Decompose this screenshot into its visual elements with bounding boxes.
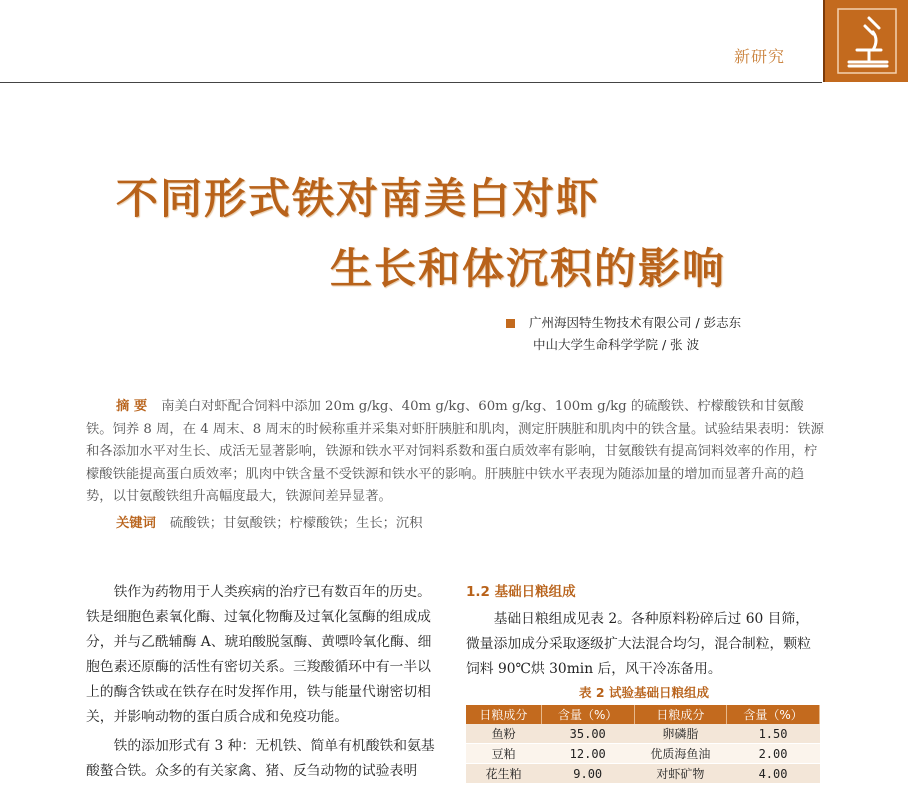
body-right-column	[466, 580, 822, 682]
section-logo	[823, 0, 908, 82]
table-cell: 卵磷脂	[634, 724, 726, 744]
column-header: 含量（%）	[541, 705, 634, 724]
section-label: 新研究	[734, 47, 786, 66]
table-cell: 2.00	[727, 744, 820, 764]
section-heading: 1.2 基础日粮组成	[466, 584, 576, 600]
abstract-label: 摘 要	[116, 399, 148, 414]
body-left-column	[86, 580, 443, 788]
article-title-line1: 不同形式铁对南美白对虾	[116, 174, 601, 223]
paragraph: 铁的添加形式有 3 种：无机铁、简单有机酸铁和氨基酸螯合铁。众多的有关家禽、猪、反刍动物的试验表明	[86, 738, 435, 779]
table-cell: 鱼粉	[466, 724, 541, 744]
article-title-line2: 生长和体沉积的影响	[330, 244, 727, 293]
table-cell: 优质海鱼油	[634, 744, 726, 764]
table-cell: 35.00	[541, 724, 634, 744]
abstract-text: 南美白对虾配合饲料中添加 20m g/kg、40m g/kg、60m g/kg、100m g/kg 的硫酸铁、柠檬酸铁和甘氨酸铁。饲养 8 周，在 4 周末、8 周末的时候称重并采集对虾肝胰脏和肌肉，测定肝胰脏和肌肉中的铁含量。试验结果表明：铁源和各添加水平对生长、成活无显著影响，铁源和铁水平对饲料系数和蛋白质效率有影响，甘氨酸铁有提高饲料效率的作用，柠檬酸铁能提高蛋白质效率；肌肉中铁含量不受铁源和铁水平的影响。肝胰脏中铁水平表现为随添加量的增加而显著升高的趋势，以甘氨酸铁组升高幅度最大，铁源间差异显著。	[86, 399, 824, 504]
table-cell: 1.50	[727, 724, 820, 744]
author-line-2: 中山大学生命科学学院 / 张 波	[533, 337, 700, 352]
keywords-text: 硫酸铁；甘氨酸铁；柠檬酸铁；生长；沉积	[169, 516, 423, 531]
table-cell: 花生粕	[466, 764, 541, 784]
table-cell: 4.00	[727, 764, 820, 784]
table-cell: 对虾矿物	[634, 764, 726, 784]
paragraph: 铁作为药物用于人类疾病的治疗已有数百年的历史。铁是细胞色素氧化酶、过氧化物酶及过氧化氢酶的组成成分，并与乙酰辅酶 A、琥珀酸脱氢酶、黄嘌呤氧化酶、细胞色素还原酶的活性有密切关系。三羧酸循环中有一半以上的酶含铁或在铁存在时发挥作用，铁与能量代谢密切相关，并影响动物的蛋白质合成和免疫功能。	[86, 584, 432, 725]
table-caption: 表 2 试验基础日粮组成	[579, 685, 709, 700]
table-cell: 9.00	[541, 764, 634, 784]
table-row	[466, 744, 820, 764]
bullet-square-icon	[506, 319, 515, 328]
column-header: 日粮成分	[634, 705, 726, 724]
table-header-row	[466, 705, 820, 724]
table-cell: 豆粕	[466, 744, 541, 764]
column-header: 日粮成分	[466, 705, 541, 724]
column-header: 含量（%）	[727, 705, 820, 724]
table-cell: 12.00	[541, 744, 634, 764]
microscope-icon	[835, 6, 899, 76]
header-rule	[0, 82, 822, 83]
author-line-1: 广州海因特生物技术有限公司 / 彭志东	[529, 315, 742, 330]
keywords	[116, 512, 423, 531]
abstract	[86, 396, 824, 509]
keywords-label: 关键词	[116, 516, 156, 531]
paragraph: 基础日粮组成见表 2。各种原料粉碎后过 60 目筛，微量添加成分采取逐级扩大法混合均匀，混合制粒，颗粒饲料 90℃烘 30min 后，风干冷冻备用。	[466, 611, 811, 677]
table-row	[466, 724, 820, 744]
author-block	[506, 312, 741, 356]
table-row	[466, 764, 820, 784]
diet-table	[466, 705, 820, 784]
